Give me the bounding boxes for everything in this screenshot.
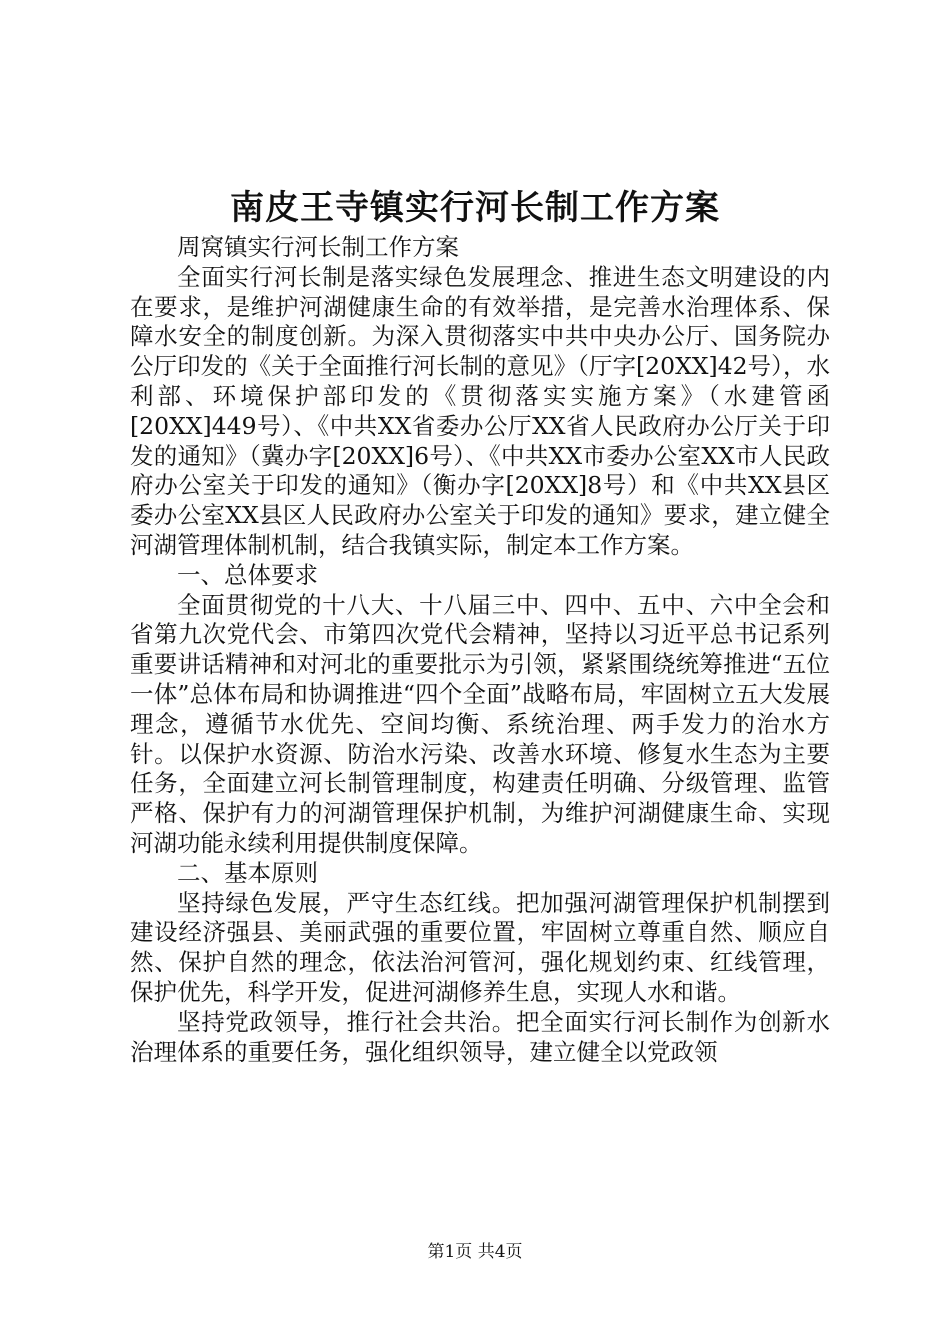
- subtitle-paragraph: 周窝镇实行河长制工作方案: [177, 233, 459, 261]
- section-heading-basic-principles: 二、基本原则: [177, 858, 318, 887]
- document-body: [130, 233, 830, 1067]
- principle-paragraph-green-development: 坚持绿色发展，严守生态红线。把加强河湖管理保护机制摆到建设经济强县、美丽武强的重要位置，牢固树立尊重自然、顺应自然、保护自然的理念，依法治河管河，强化规划约束、红线管理，保护优先，科学开发，促进河湖修养生息，实现人水和谐。: [130, 888, 830, 1006]
- principle-paragraph-party-leadership: 坚持党政领导，推行社会共治。把全面实行河长制作为创新水治理体系的重要任务，强化组织领导，建立健全以党政领: [130, 1007, 830, 1066]
- section-heading-general-requirements: 一、总体要求: [177, 560, 318, 589]
- general-requirements-paragraph: 全面贯彻党的十八大、十八届三中、四中、五中、六中全会和省第九次党代会、市第四次党代会精神，坚持以习近平总书记系列重要讲话精神和对河北的重要批示为引领，紧紧围绕统筹推进“五位一体”总体布局和协调推进“四个全面”战略布局，牢固树立五大发展理念，遵循节水优先、空间均衡、系统治理、两手发力的治水方针。以保护水资源、防治水污染、改善水环境、修复水生态为主要任务，全面建立河长制管理制度，构建责任明确、分级管理、监管严格、保护有力的河湖管理保护机制，为维护河湖健康生命、实现河湖功能永续利用提供制度保障。: [130, 590, 830, 857]
- page-footer: 第1页 共4页: [427, 1242, 523, 1262]
- document-title: 南皮王寺镇实行河长制工作方案: [230, 188, 720, 228]
- intro-paragraph: 全面实行河长制是落实绿色发展理念、推进生态文明建设的内在要求，是维护河湖健康生命的有效举措，是完善水治理体系、保障水安全的制度创新。为深入贯彻落实中共中央办公厅、国务院办公厅印发的《关于全面推行河长制的意见》（厅字[20XX]42号），水利部、环境保护部印发的《贯彻落实实施方案》（水建管函[20XX]449号）、《中共XX省委办公厅XX省人民政府办公厅关于印发的通知》（冀办字[20XX]6号）、《中共XX市委办公室XX市人民政府办公室关于印发的通知》（衡办字[20XX]8号）和《中共XX县区委办公室XX县区人民政府办公室关于印发的通知》要求，建立健全河湖管理体制机制，结合我镇实际，制定本工作方案。: [130, 262, 830, 559]
